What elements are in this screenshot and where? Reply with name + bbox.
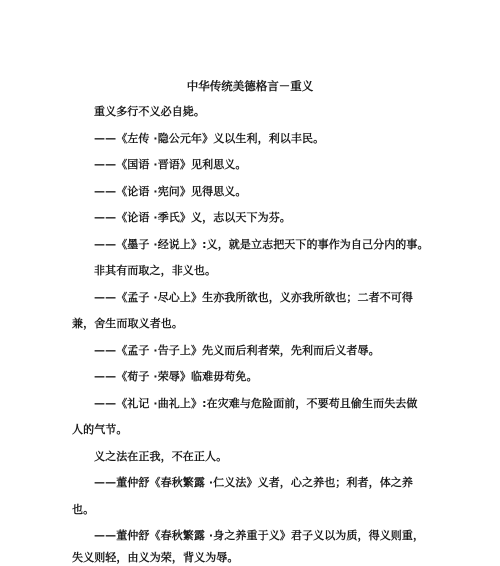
text-line: ——《荀子 ·荣辱》临难毋苟免。: [94, 370, 258, 383]
text-line: ——《孟子 ·告子上》先义而后利者荣，先利而后义者辱。: [94, 344, 380, 357]
text-line: ——《国语 ·晋语》见利思义。: [94, 158, 247, 171]
document-title: 中华传统美德格言－重义: [186, 79, 314, 93]
text-line: ——《礼记 ·曲礼上》:在灾难与危险面前，不要苟且偷生而失去做: [94, 397, 418, 410]
text-line: ——《孟子 ·尽心上》生亦我所欲也，义亦我所欲也；二者不可得: [94, 291, 414, 304]
text-line: 非其有而取之，非义也。: [94, 264, 217, 277]
text-line: ——《左传 ·隐公元年》义以生利，利以丰民。: [94, 132, 325, 145]
text-line: 失义则轻，由义为荣，背义为辱。: [72, 551, 239, 564]
text-line: 人的气节。: [72, 423, 128, 436]
text-line: ——董仲舒《春秋繁露 ·仁义法》义者，心之养也；利者，体之养: [94, 476, 414, 489]
text-line: 义之法在正我，不在正人。: [94, 450, 228, 463]
text-line: 重义多行不义必自毙。: [94, 105, 205, 118]
text-line: 兼，舍生而取义者也。: [72, 317, 183, 330]
text-line: ——董仲舒《春秋繁露 ·身之养重于义》君子义以为质，得义则重，: [94, 529, 425, 542]
text-line: ——《墨子 ·经说上》:义，就是立志把天下的事作为自己分内的事。: [94, 238, 429, 251]
text-line: 也。: [72, 503, 95, 516]
text-line: ——《论语 ·宪问》见得思义。: [94, 185, 247, 198]
text-line: ——《论语 ·季氏》义，志以天下为芬。: [94, 211, 291, 224]
